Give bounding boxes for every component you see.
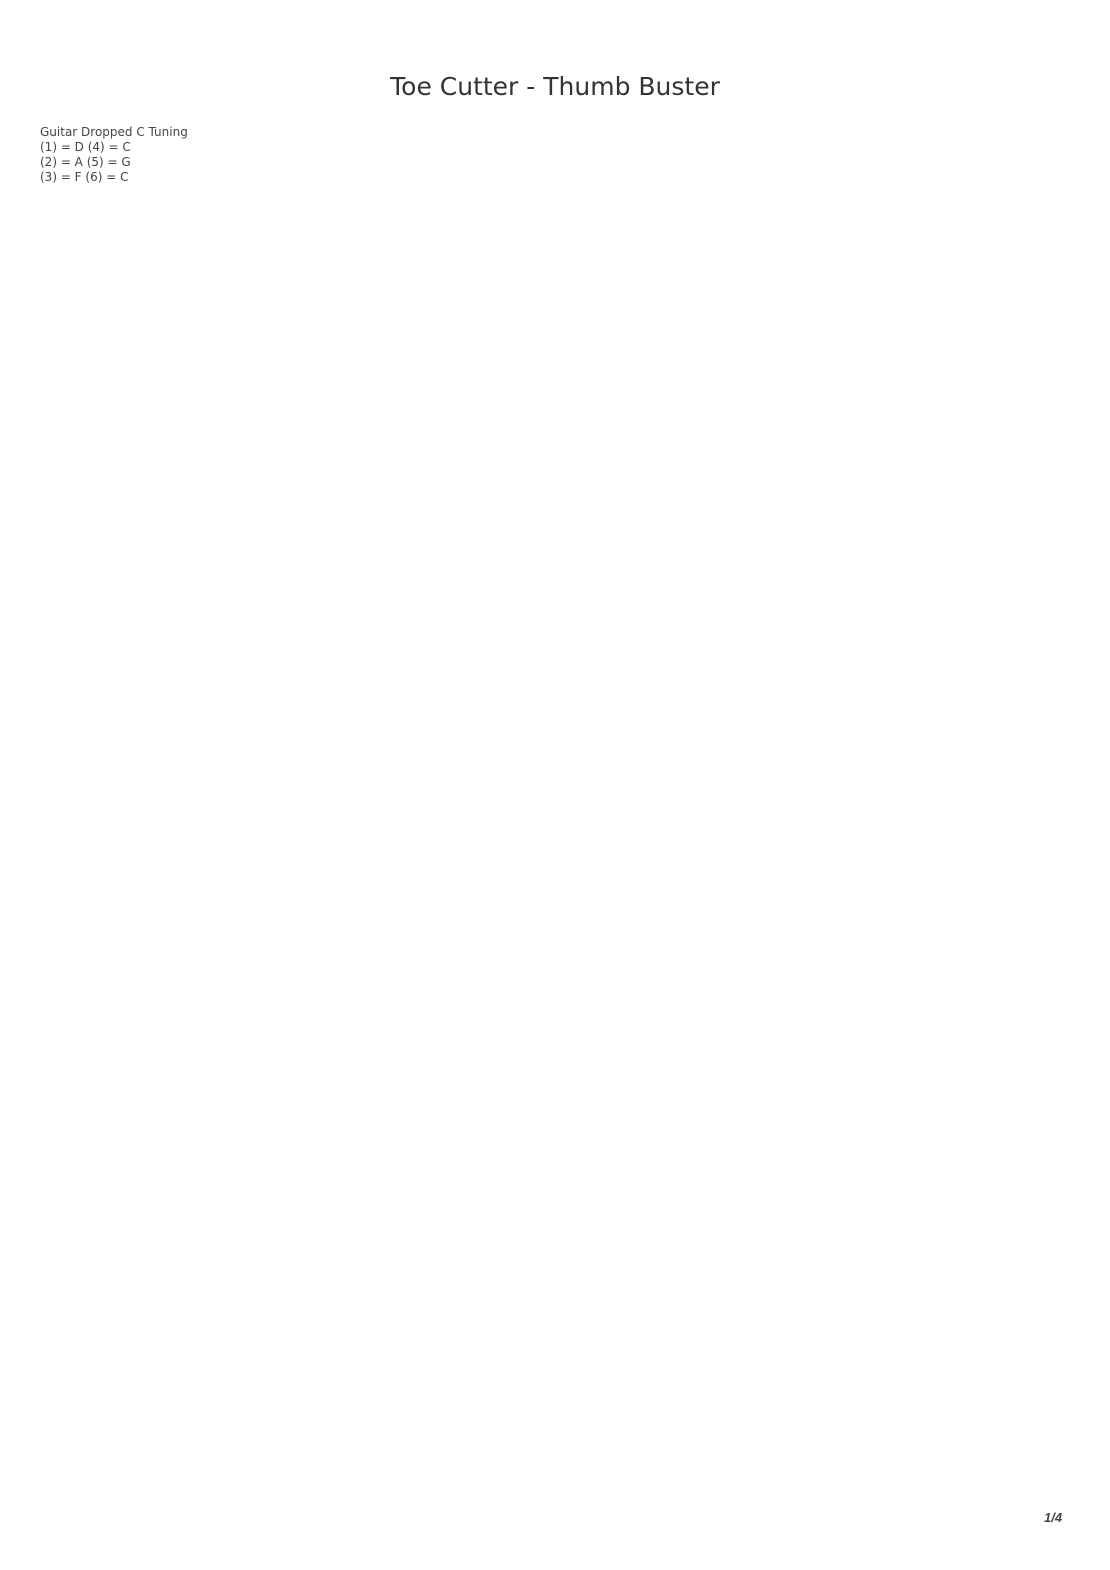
page-number: 1/4 [1044, 1510, 1063, 1525]
tuning-heading: Guitar Dropped C Tuning [40, 125, 188, 139]
tuning-line: (1) = D (4) = C [40, 140, 131, 154]
tuning-line: (2) = A (5) = G [40, 155, 131, 169]
tuning-line: (3) = F (6) = C [40, 170, 129, 184]
song-title: Toe Cutter - Thumb Buster [390, 72, 720, 101]
